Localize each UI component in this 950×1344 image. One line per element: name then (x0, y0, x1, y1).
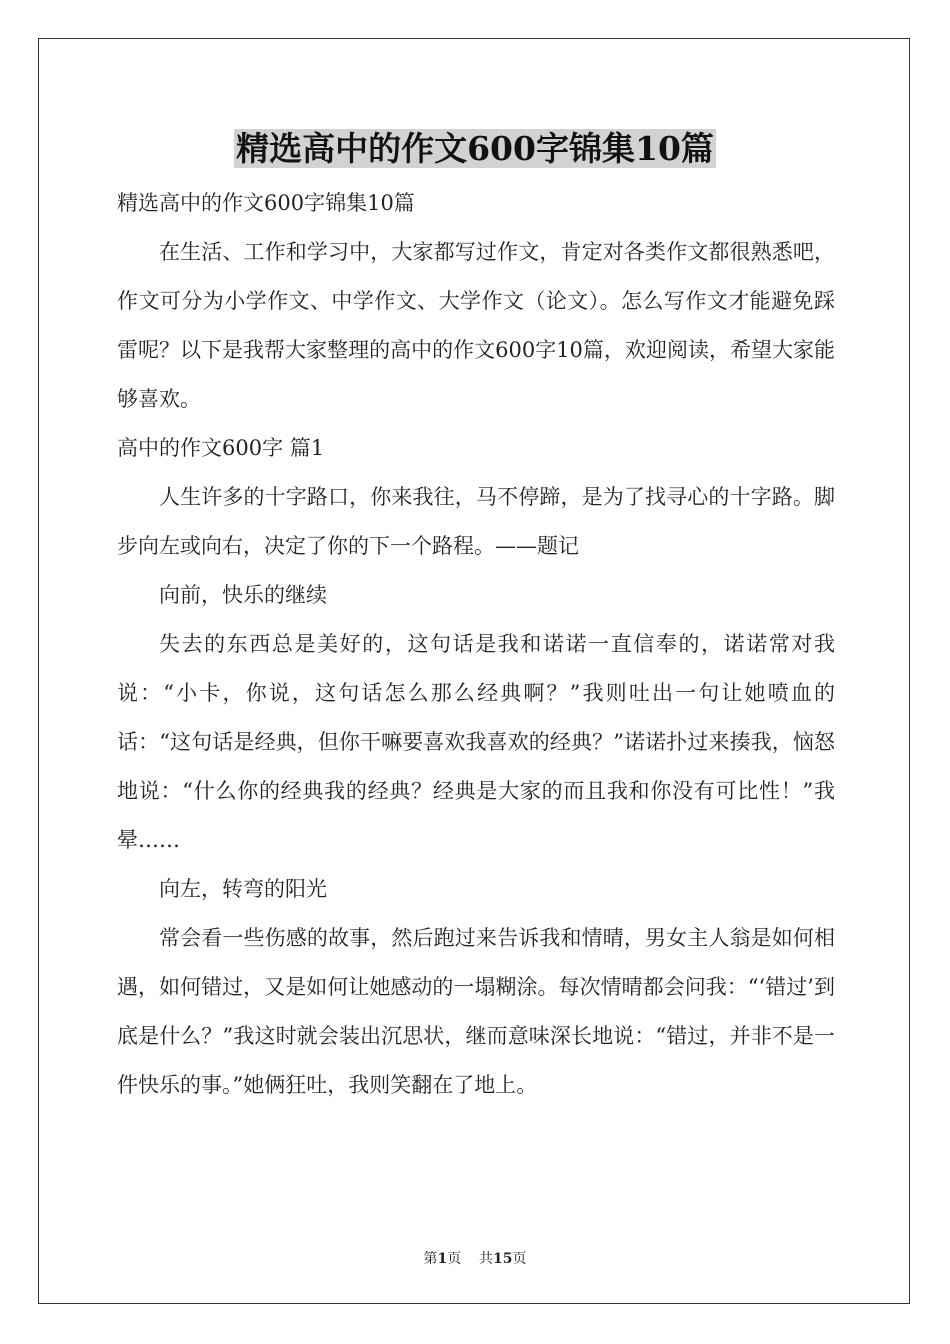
page-label-suffix: 页 (447, 1251, 462, 1267)
paragraph: 精选高中的作文600字锦集10篇 (117, 191, 415, 215)
paragraph: 失去的东西总是美好的，这句话是我和诺诺一直信奉的，诺诺常对我说：“小卡，你说，这句话怎么那么经典啊？”我则吐出一句让她喷血的话：“这句话是经典，但你干嘛要喜欢我喜欢的经典？”诺诺扑过来揍我，恼怒地说：“什么你的经典我的经典？经典是大家的而且我和你没有可比性！”我晕…… (117, 632, 835, 852)
section-heading: 高中的作文600字 篇1 (117, 436, 325, 460)
page-current: 1 (437, 1251, 448, 1267)
page-label-prefix: 第 (423, 1251, 438, 1267)
paragraph: 常会看一些伤感的故事，然后跑过来告诉我和情晴，男女主人翁是如何相遇，如何错过，又是如何让她感动的一塌糊涂。每次情晴都会问我：“‘错过’到底是什么？”我这时就会装出沉思状，继而意味深长地说：“错过，并非不是一件快乐的事。”她俩狂吐，我则笑翻在了地上。 (117, 926, 835, 1097)
document-title-text: 精选高中的作文600字锦集10篇 (236, 129, 714, 168)
page-total: 15 (493, 1251, 513, 1267)
total-label-prefix: 共 (479, 1251, 494, 1267)
subheading: 向左，转弯的阳光 (159, 877, 327, 901)
total-label-suffix: 页 (512, 1251, 527, 1267)
subheading: 向前，快乐的继续 (159, 583, 327, 607)
document-title (0, 125, 950, 173)
paragraph: 在生活、工作和学习中，大家都写过作文，肯定对各类作文都很熟悉吧，作文可分为小学作文、中学作文、大学作文（论文）。怎么写作文才能避免踩雷呢？以下是我帮大家整理的高中的作文600字10篇，欢迎阅读，希望大家能够喜欢。 (117, 240, 835, 411)
paragraph: 人生许多的十字路口，你来我往，马不停蹄，是为了找寻心的十字路。脚步向左或向右，决定了你的下一个路程。——题记 (117, 485, 835, 558)
document-body (117, 179, 835, 1110)
page-footer (0, 1248, 950, 1268)
